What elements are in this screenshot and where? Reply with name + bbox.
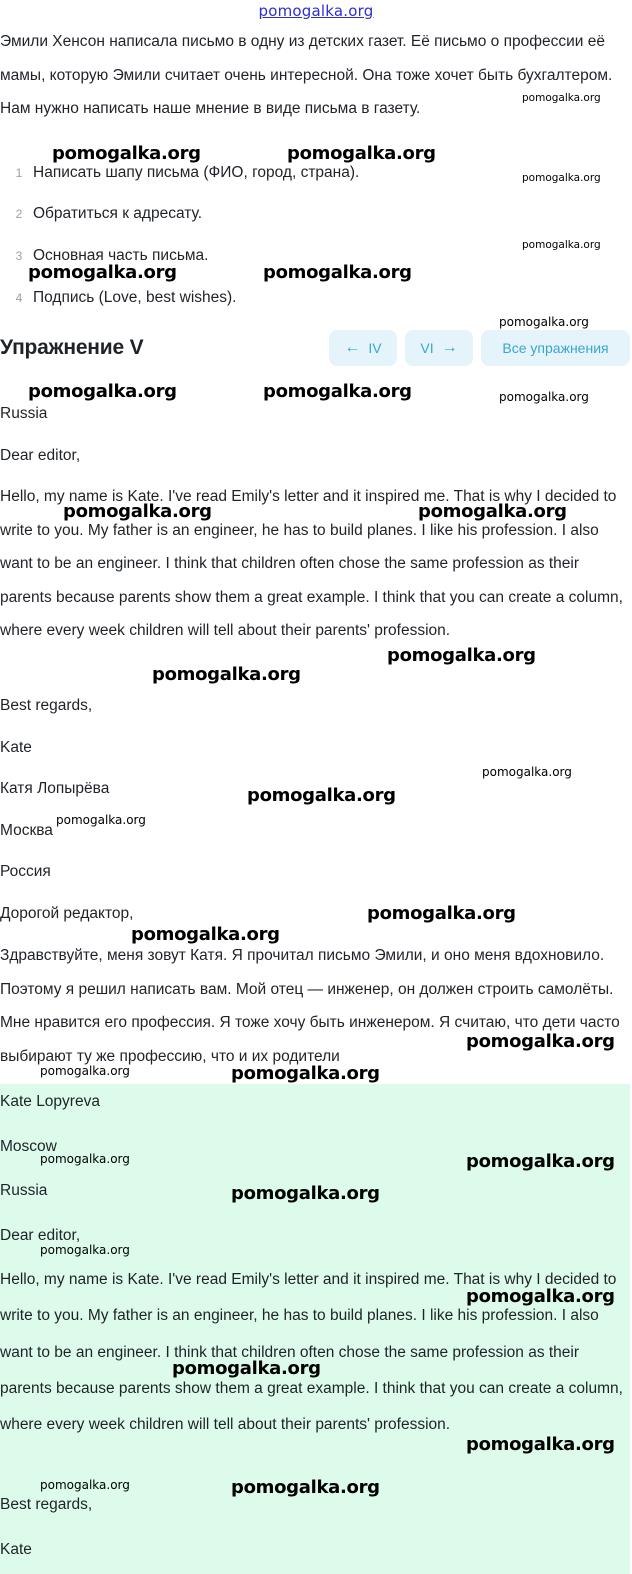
watermark: pomogalka.org [522,92,601,104]
answer-closing: Best regards, [0,1496,93,1513]
letter-closing: Best regards, [0,697,93,714]
watermark: pomogalka.org [466,1031,615,1052]
watermark: pomogalka.org [56,813,146,827]
answer-country: Russia [0,1182,48,1199]
letter-ru-country: Россия [0,863,51,880]
letter-signature: Kate [0,739,32,756]
watermark: pomogalka.org [63,501,212,522]
watermark: pomogalka.org [28,381,177,402]
letter-body: Hello, my name is Kate. I've read Emily's letter and it inspired me. That is why I decided to write to you. My father is an engineer, he has to build planes. I like his profession. I also want to be an engineer. I think that children often chose the same profession as their parents because parents show them a great example. I think that you can create a column, where every week children will tell about their parents' profession. [0,488,623,639]
letter-ru-greeting: Дорогой редактор, [0,905,134,922]
arrow-left-icon: ← [344,339,361,356]
step-text: Написать шапу письма (ФИО, город, страна). [33,164,360,181]
letter-country: Russia [0,405,48,422]
watermark: pomogalka.org [466,1434,615,1455]
letter-ru-city: Москва [0,822,53,839]
watermark: pomogalka.org [387,645,536,666]
watermark: pomogalka.org [172,1358,321,1379]
step-number: 2 [15,207,23,221]
next-exercise-label: VI [420,340,434,356]
step-number: 4 [15,291,23,305]
watermark: pomogalka.org [499,315,589,329]
watermark: pomogalka.org [263,381,412,402]
watermark: pomogalka.org [40,1478,130,1492]
site-mark[interactable]: pomogalka.org [258,2,374,20]
all-exercises-button[interactable] [481,330,630,366]
watermark: pomogalka.org [52,143,201,164]
watermark: pomogalka.org [231,1477,380,1498]
step-number: 1 [15,166,23,180]
answer-city: Moscow [0,1138,57,1155]
exercise-title: Упражнение V [0,336,144,359]
watermark: pomogalka.org [247,785,396,806]
watermark: pomogalka.org [482,765,572,779]
watermark: pomogalka.org [231,1183,380,1204]
watermark: pomogalka.org [287,143,436,164]
answer-name: Kate Lopyreva [0,1093,100,1110]
step-text: Обратиться к адресату. [33,205,203,222]
watermark: pomogalka.org [131,924,280,945]
step-text: Подпись (Love, best wishes). [33,289,237,306]
watermark: pomogalka.org [28,262,177,283]
watermark: pomogalka.org [263,262,412,283]
step-item [0,203,620,227]
answer-signature: Kate [0,1541,32,1558]
watermark: pomogalka.org [522,172,601,184]
prev-exercise-button[interactable] [329,330,397,366]
letter-ru-name: Катя Лопырёва [0,780,110,797]
step-text: Основная часть письма. [33,247,209,264]
watermark: pomogalka.org [418,501,567,522]
answer-body: Hello, my name is Kate. I've read Emily's letter and it inspired me. That is why I decided to write to you. My father is an engineer, he has to build planes. I like his profession. I also want to be an engineer. I think that children often chose the same profession as their parents because parents show them a great example. I think that you can create a column, where every week children will tell about their parents' profession. [0,1271,623,1434]
arrow-right-icon: → [441,339,458,356]
watermark: pomogalka.org [40,1243,130,1257]
step-item [0,287,620,311]
step-number: 3 [15,249,23,263]
watermark: pomogalka.org [231,1063,380,1084]
answer-greeting: Dear editor, [0,1227,81,1244]
letter-ru-body: Здравствуйте, меня зовут Катя. Я прочитал письмо Эмили, и оно меня вдохновило. Поэтому я решил написать вам. Мой отец — инженер, он должен строить самолёты. Мне нравится его профессия. Я тоже хочу быть инженером. Я считаю, что дети часто выбирают ту же профессию, что и их родители [0,947,620,1065]
watermark: pomogalka.org [40,1152,130,1166]
watermark: pomogalka.org [152,664,301,685]
watermark: pomogalka.org [466,1286,615,1307]
next-exercise-button[interactable] [405,330,473,366]
letter-greeting: Dear editor, [0,447,81,464]
watermark: pomogalka.org [40,1064,130,1078]
task-text: Эмили Хенсон написала письмо в одну из детских газет. Её письмо о профессии её мамы, которую Эмили считает очень интересной. Она тоже хочет быть бухгалтером. Нам нужно написать наше мнение в виде письма в газету. [0,33,613,117]
watermark: pomogalka.org [499,390,589,404]
watermark: pomogalka.org [466,1151,615,1172]
prev-exercise-label: IV [368,340,382,356]
watermark: pomogalka.org [367,903,516,924]
watermark: pomogalka.org [522,239,601,251]
all-exercises-label: Все упражнения [502,340,609,356]
